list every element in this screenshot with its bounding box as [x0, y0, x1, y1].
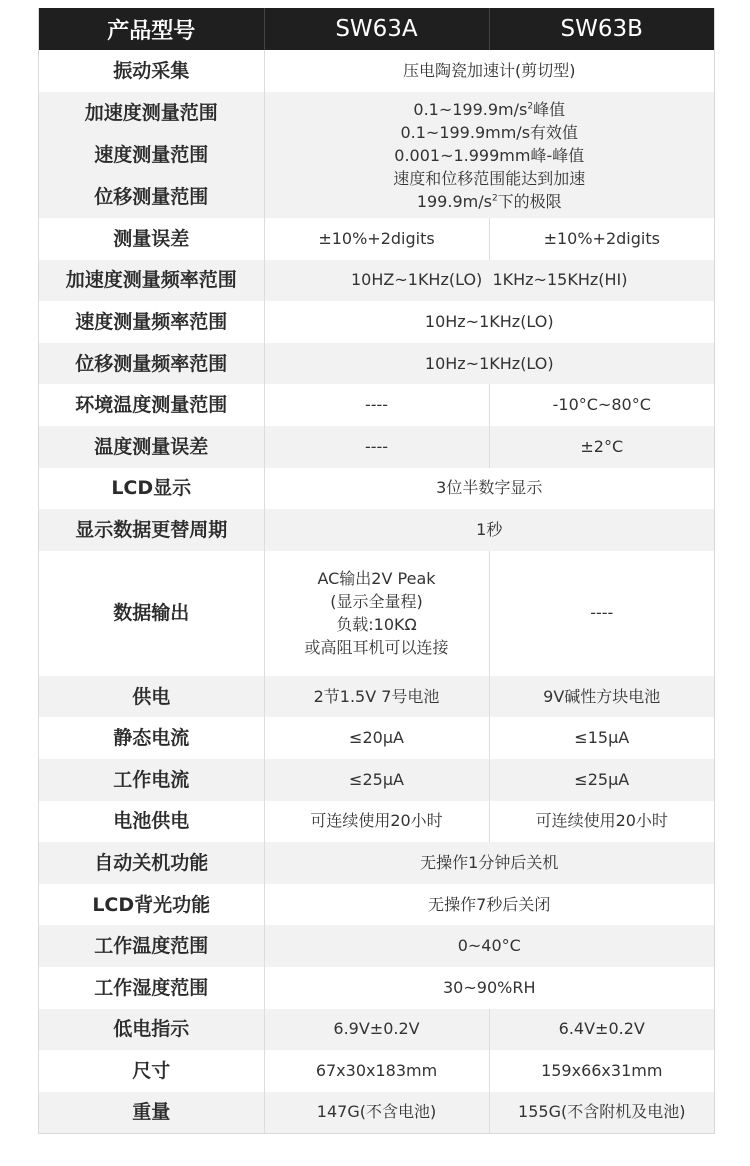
row-value: 10Hz~1KHz(LO)	[424, 311, 554, 331]
sw63a-value: ≤25μA	[264, 759, 489, 801]
row-value: 无操作1分钟后关机	[420, 852, 559, 872]
row-label: 环境温度测量范围	[39, 384, 264, 426]
row-value: 1秒	[476, 519, 503, 539]
output-line: (显示全量程)	[330, 592, 423, 612]
row-value: 无操作7秒后关闭	[428, 894, 551, 914]
table-row	[39, 260, 714, 302]
range-line: 199.9m/s	[416, 191, 492, 211]
table-row	[39, 301, 714, 343]
row-label: 显示数据更替周期	[39, 509, 264, 551]
spec-table-container	[38, 8, 715, 1134]
row-value: 0~40°C	[457, 936, 521, 956]
row-label: 加速度测量范围	[84, 102, 218, 124]
row-label: 测量误差	[39, 218, 264, 260]
header-row	[39, 8, 714, 50]
row-label: 速度测量范围	[94, 144, 209, 166]
range-line: 0.001~1.999mm峰-峰值	[394, 145, 585, 165]
sw63b-value: 可连续使用20小时	[535, 811, 668, 831]
row-label-group	[39, 92, 264, 218]
table-row	[39, 967, 714, 1009]
table-row	[39, 551, 714, 676]
range-description	[264, 92, 714, 218]
row-label: 工作温度范围	[39, 925, 264, 967]
table-row	[39, 343, 714, 385]
row-label: 工作湿度范围	[39, 967, 264, 1009]
row-value: 3位半数字显示	[436, 478, 543, 498]
sw63a-value: 6.9V±0.2V	[264, 1009, 489, 1051]
row-value: 10Hz~1KHz(LO)	[424, 353, 554, 373]
row-label: 工作电流	[39, 759, 264, 801]
sw63a-value: 可连续使用20小时	[264, 801, 489, 843]
superscript: 2	[527, 101, 534, 112]
sw63b-value: 159x66x31mm	[541, 1060, 663, 1080]
range-line: 峰值	[533, 99, 566, 119]
row-label: 电池供电	[39, 801, 264, 843]
table-row	[39, 426, 714, 468]
table-row	[39, 92, 714, 218]
sw63b-value: 6.4V±0.2V	[558, 1019, 645, 1039]
row-label: 静态电流	[39, 717, 264, 759]
spec-table	[39, 8, 714, 1133]
table-row	[39, 218, 714, 260]
table-row	[39, 759, 714, 801]
row-label: 速度测量频率范围	[39, 301, 264, 343]
table-row	[39, 925, 714, 967]
table-row	[39, 1050, 714, 1092]
sw63a-value: ≤20μA	[264, 717, 489, 759]
table-row	[39, 717, 714, 759]
sw63a-output-description	[264, 551, 489, 676]
row-label: 供电	[39, 676, 264, 718]
row-label: 尺寸	[39, 1050, 264, 1092]
range-line: 0.1~199.9m/s	[413, 99, 528, 119]
table-row	[39, 509, 714, 551]
sw63a-value: ±10%+2digits	[264, 218, 489, 260]
sw63a-value: 67x30x183mm	[264, 1050, 489, 1092]
sw63b-value: 155G(不含附机及电池)	[518, 1102, 686, 1122]
sw63b-value: ±2°C	[580, 436, 624, 456]
row-label: 低电指示	[39, 1009, 264, 1051]
row-label: 自动关机功能	[39, 842, 264, 884]
table-row	[39, 801, 714, 843]
sw63a-value: ----	[264, 384, 489, 426]
sw63a-value: 2节1.5V 7号电池	[264, 676, 489, 718]
range-line: 下的极限	[497, 191, 562, 211]
sw63a-value: ----	[264, 426, 489, 468]
row-label: 数据输出	[39, 551, 264, 676]
sw63b-value: -10°C~80°C	[552, 395, 651, 415]
row-label: 振动采集	[39, 50, 264, 92]
table-row	[39, 676, 714, 718]
header-sw63b: SW63B	[489, 8, 714, 50]
table-row	[39, 468, 714, 510]
row-label: LCD背光功能	[39, 884, 264, 926]
row-label: 位移测量范围	[94, 186, 209, 208]
range-line: 0.1~199.9mm/s有效值	[400, 122, 579, 142]
sw63b-value: ±10%+2digits	[543, 228, 660, 248]
header-sw63a: SW63A	[264, 8, 489, 50]
output-line: 负载:10KΩ	[336, 615, 417, 635]
output-line: AC输出2V Peak	[317, 569, 436, 589]
output-line: 或高阻耳机可以连接	[304, 638, 449, 658]
table-row	[39, 50, 714, 92]
header-model-label: 产品型号	[39, 8, 264, 50]
row-value: 压电陶瓷加速计(剪切型)	[403, 61, 576, 80]
row-label: LCD显示	[39, 468, 264, 510]
sw63a-value: 147G(不含电池)	[264, 1092, 489, 1134]
superscript: 2	[491, 193, 498, 204]
table-row	[39, 1009, 714, 1051]
sw63b-value: ≤25μA	[574, 769, 630, 789]
row-label: 重量	[39, 1092, 264, 1134]
sw63b-value: ≤15μA	[574, 728, 630, 748]
row-label: 温度测量误差	[39, 426, 264, 468]
sw63b-value: 9V碱性方块电池	[543, 686, 661, 706]
table-row	[39, 1092, 714, 1134]
table-row	[39, 884, 714, 926]
row-label: 位移测量频率范围	[39, 343, 264, 385]
range-line: 速度和位移范围能达到加速	[393, 168, 586, 188]
sw63b-value: ----	[590, 603, 614, 623]
row-value: 30~90%RH	[443, 977, 536, 997]
table-row	[39, 842, 714, 884]
row-value: 10HZ~1KHz(LO) 1KHz~15KHz(HI)	[351, 270, 628, 290]
table-row	[39, 384, 714, 426]
row-label: 加速度测量频率范围	[39, 260, 264, 302]
